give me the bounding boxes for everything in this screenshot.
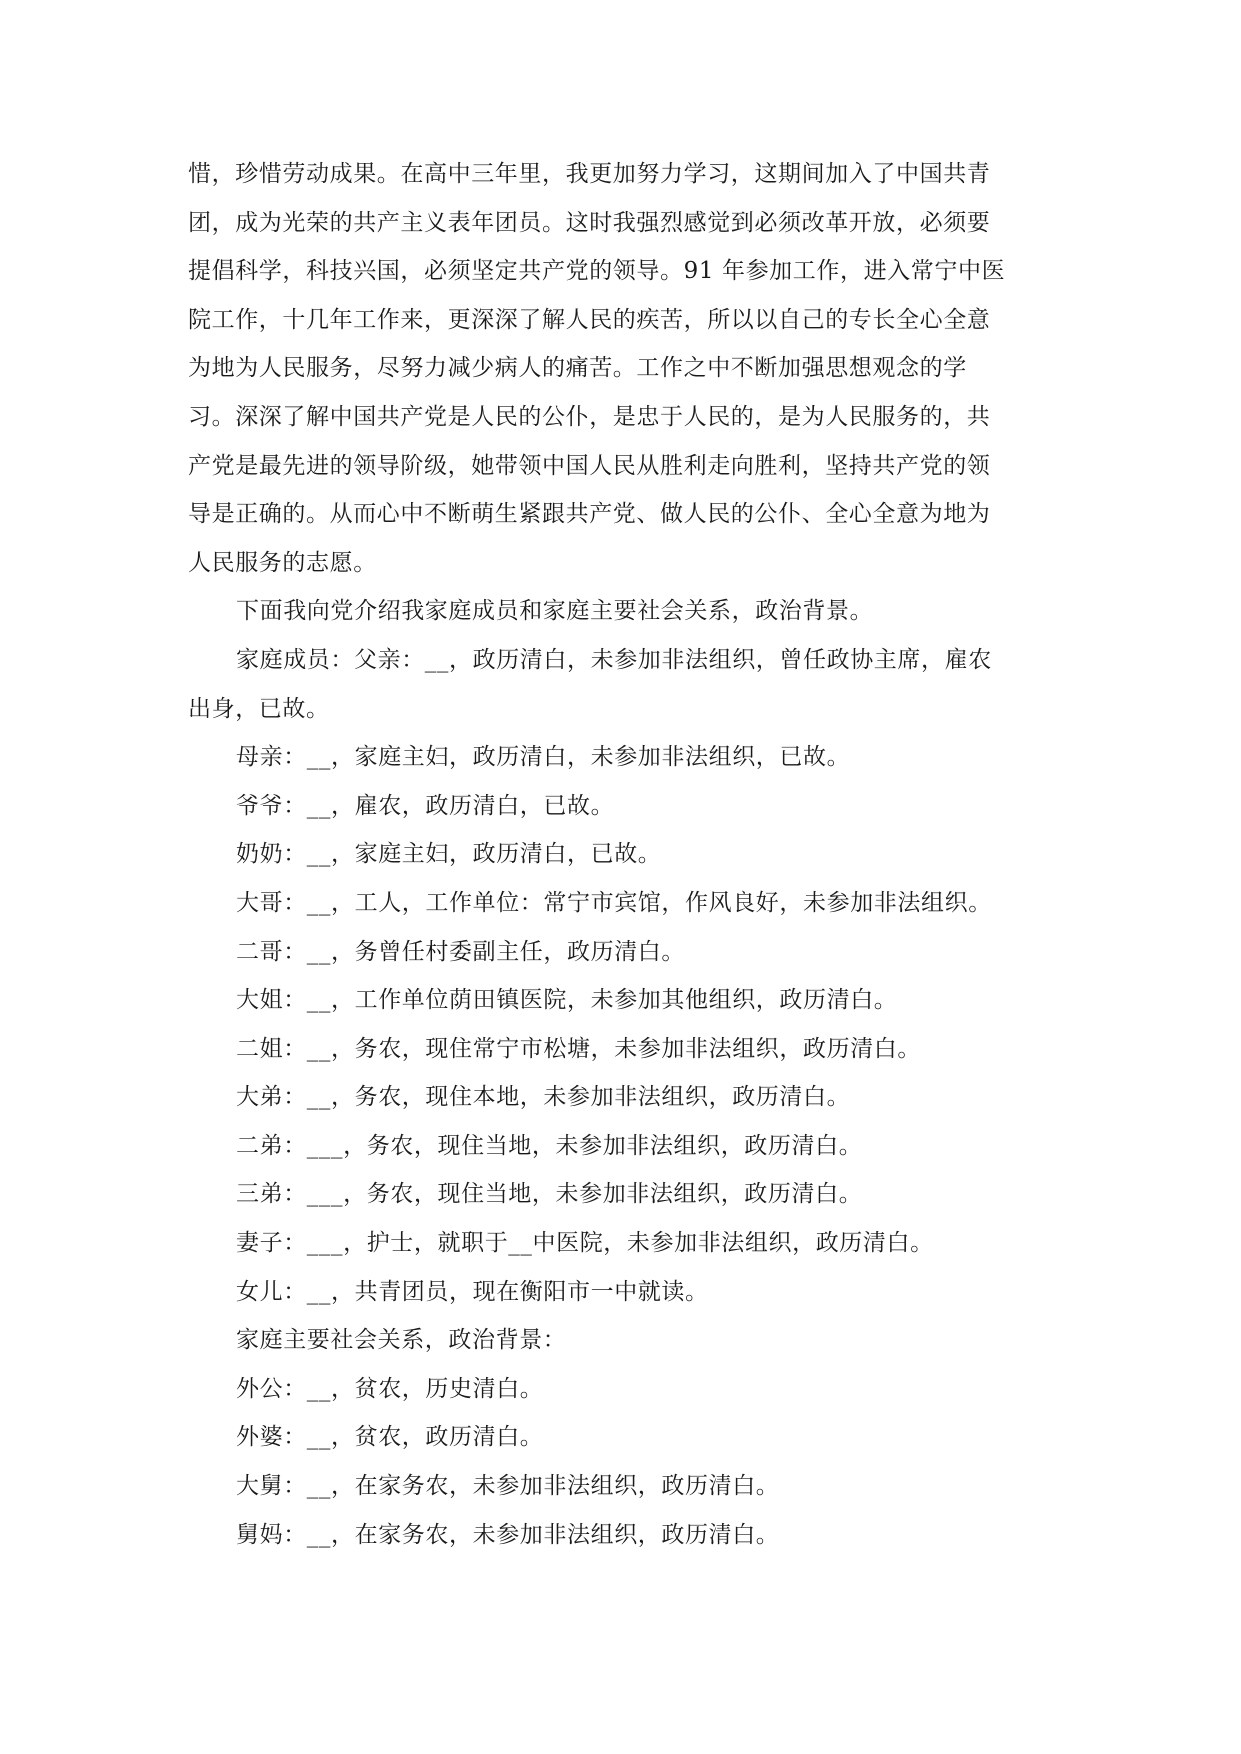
family-member-entry: 女儿：__，共青团员，现在衡阳市一中就读。 [236, 1278, 709, 1305]
social-relations-list [188, 1365, 1060, 1559]
text-line: 出身，已故。 [188, 695, 330, 722]
relation-entry: 外婆：__，贫农，政历清白。 [236, 1424, 544, 1451]
text-line: 习。深深了解中国共产党是人民的公仆，是忠于人民的，是为人民服务的，共 [188, 403, 991, 430]
family-member-entry: 三弟：___，务农，现住当地，未参加非法组织，政历清白。 [236, 1181, 863, 1208]
intro-paragraph [188, 150, 1060, 587]
family-member-entry: 二哥：__，务曾任村委副主任，政历清白。 [236, 938, 685, 965]
text-line: 导是正确的。从而心中不断萌生紧跟共产党、做人民的公仆、全心全意为地为 [188, 501, 991, 528]
document-page [188, 150, 1060, 1559]
text-line: 惜，珍惜劳动成果。在高中三年里，我更加努力学习，这期间加入了中国共青 [188, 161, 991, 187]
family-member-entry: 二弟：___，务农，现住当地，未参加非法组织，政历清白。 [236, 1132, 863, 1159]
family-member-entry: 大弟：__，务农，现住本地，未参加非法组织，政历清白。 [236, 1084, 851, 1111]
text-line: 团，成为光荣的共产主义表年团员。这时我强烈感觉到必须改革开放，必须要 [188, 209, 991, 236]
family-member-entry: 母亲：__，家庭主妇，政历清白，未参加非法组织，已故。 [236, 744, 851, 771]
text-line: 提倡科学，科技兴国，必须坚定共产党的领导。91 年参加工作，进入常宁中医 [188, 258, 1006, 285]
text-line: 为地为人民服务，尽努力减少病人的痛苦。工作之中不断加强思想观念的学 [188, 355, 967, 382]
family-member-entry: 大哥：__，工人，工作单位：常宁市宾馆，作风良好，未参加非法组织。 [236, 889, 992, 916]
relation-entry: 舅妈：__，在家务农，未参加非法组织，政历清白。 [236, 1521, 780, 1548]
text-line: 院工作，十几年工作来，更深深了解人民的疾苦，所以以自己的专长全心全意 [188, 306, 991, 333]
relations-heading: 家庭主要社会关系，政治背景： [236, 1327, 567, 1354]
transition-paragraph: 下面我向党介绍我家庭成员和家庭主要社会关系，政治背景。 [236, 598, 874, 625]
relation-entry: 外公：__，贫农，历史清白。 [236, 1375, 544, 1402]
family-member-entry: 二姐：__，务农，现住常宁市松塘，未参加非法组织，政历清白。 [236, 1035, 921, 1062]
family-member-entry: 妻子：___，护士，就职于__中医院，未参加非法组织，政历清白。 [236, 1230, 934, 1257]
text-line: 人民服务的志愿。 [188, 549, 377, 576]
text-line: 产党是最先进的领导阶级，她带领中国人民从胜利走向胜利，坚持共产党的领 [188, 452, 991, 479]
family-member-entry: 爷爷：__，雇农，政历清白，已故。 [236, 792, 615, 819]
family-members-list [188, 733, 1060, 1316]
family-members-paragraph [188, 636, 1060, 733]
family-member-entry: 大姐：__，工作单位荫田镇医院，未参加其他组织，政历清白。 [236, 987, 898, 1014]
relation-entry: 大舅：__，在家务农，未参加非法组织，政历清白。 [236, 1473, 780, 1500]
text-line: 家庭成员：父亲：__，政历清白，未参加非法组织，曾任政协主席，雇农 [236, 646, 992, 673]
family-member-entry: 奶奶：__，家庭主妇，政历清白，已故。 [236, 841, 662, 868]
